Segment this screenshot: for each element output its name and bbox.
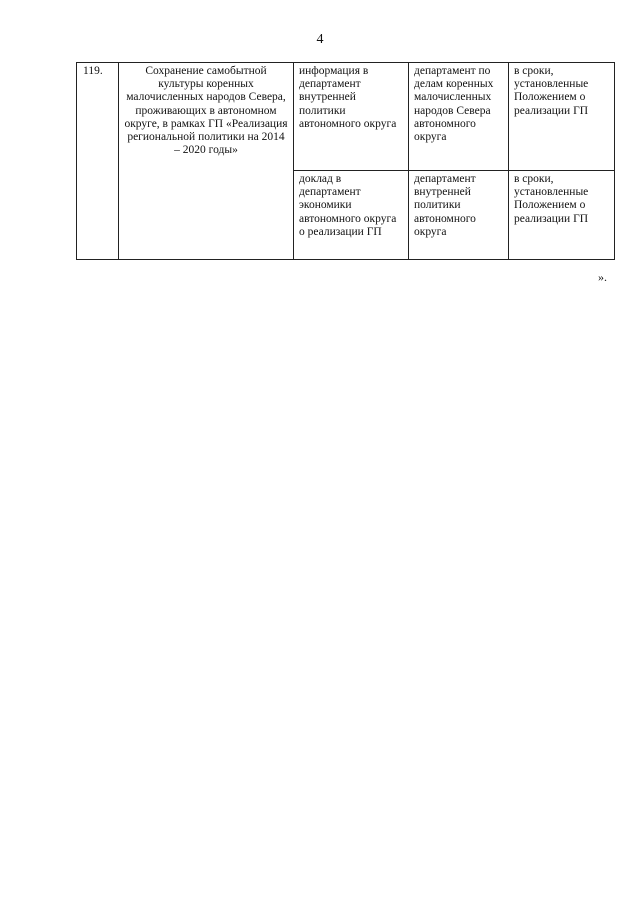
report-form-cell: информация в департамент внутренней политики автономного округа xyxy=(294,63,409,171)
responsible-cell: департамент по делам коренных малочисленных народов Севера автономного округа xyxy=(409,63,509,171)
row-number-cell: 119. xyxy=(77,63,119,260)
page-number: 4 xyxy=(316,32,324,47)
table-row xyxy=(77,63,615,171)
report-form-cell: доклад в департамент экономики автономного округа о реализации ГП xyxy=(294,171,409,260)
deadline-cell: в сроки, установленные Положением о реализации ГП xyxy=(509,63,615,171)
measure-title-cell: Сохранение самобытной культуры коренных малочисленных народов Севера, проживающих в автономном округе, в рамках ГП «Реализация региональной политики на 2014 – 2020 годы» xyxy=(119,63,294,260)
deadline-cell: в сроки, установленные Положением о реализации ГП xyxy=(509,171,615,260)
responsible-cell: департамент внутренней политики автономного округа xyxy=(409,171,509,260)
measures-table xyxy=(76,62,615,260)
closing-quote-mark: ». xyxy=(598,270,607,284)
